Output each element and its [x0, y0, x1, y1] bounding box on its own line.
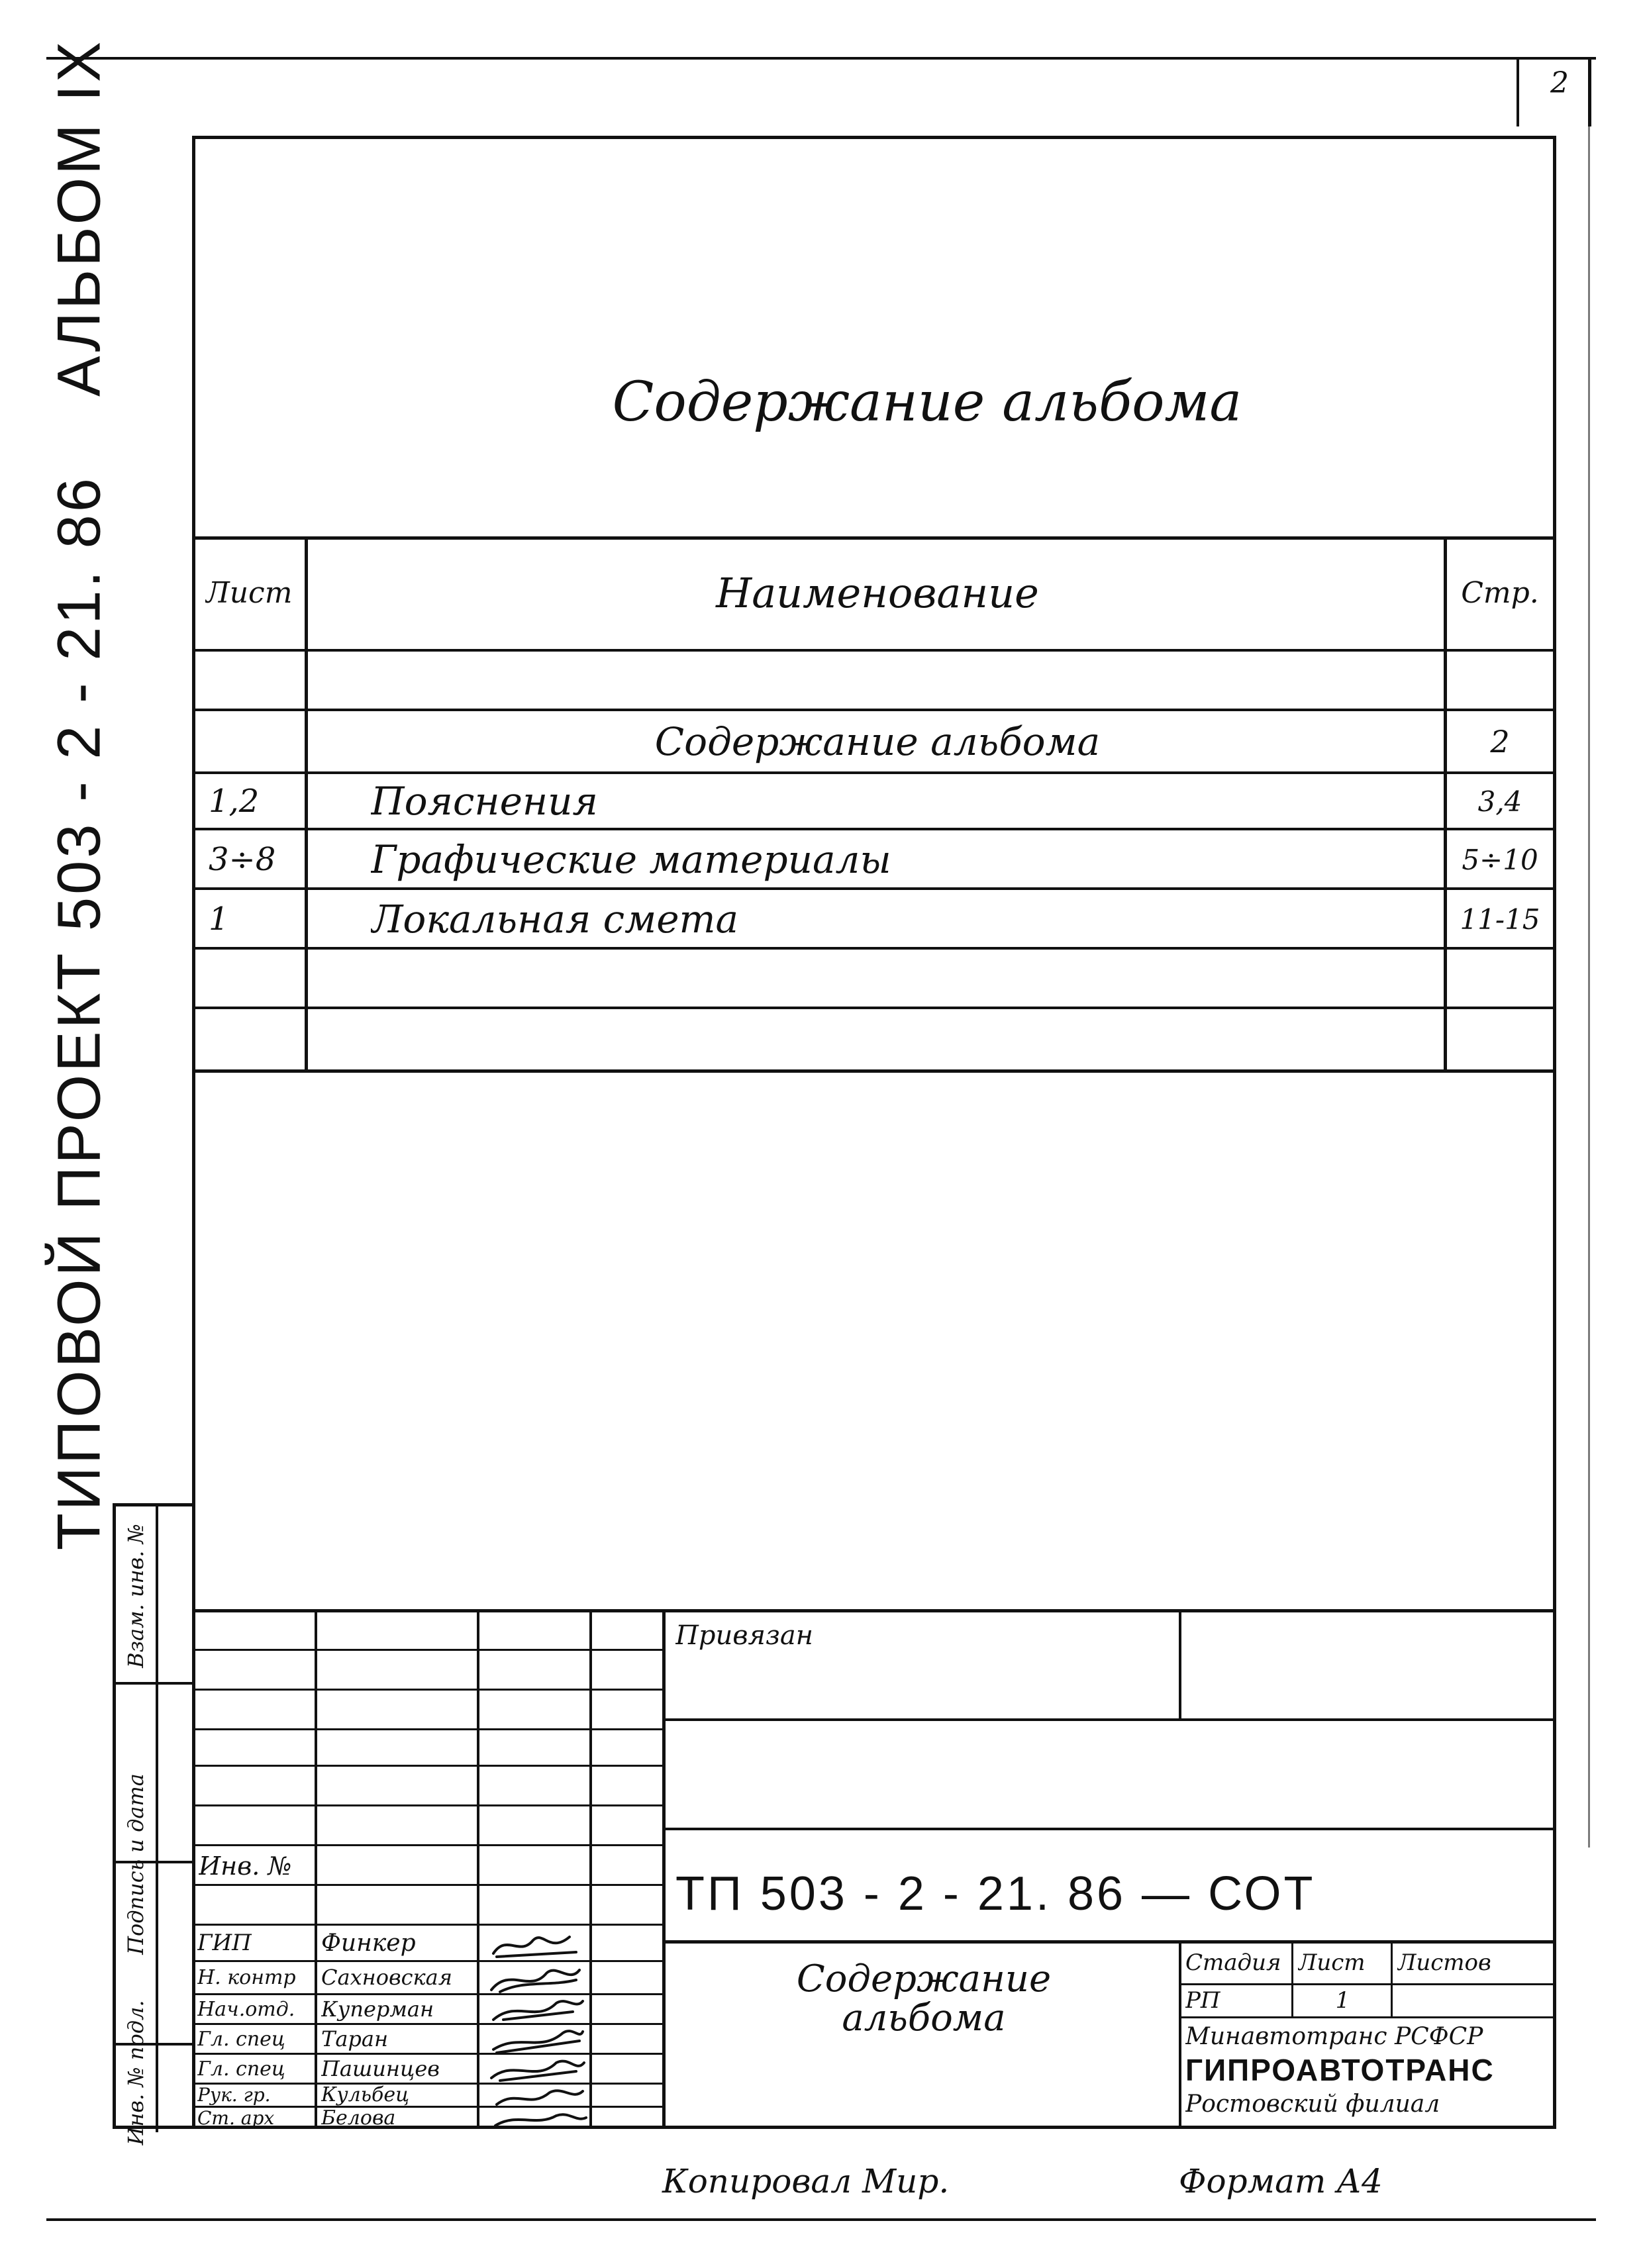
- contents-table: [192, 536, 1556, 1073]
- side-title-album: АЛЬБОМ IX: [45, 38, 113, 397]
- table-cell-page: 3,4: [1477, 785, 1522, 818]
- sheet-description-line: альбома: [842, 1996, 1006, 2040]
- inv-number-label: Инв. №: [199, 1851, 292, 1881]
- organization-name: ГИПРОАВТОТРАНС: [1185, 2053, 1495, 2087]
- sheets-header: Листов: [1397, 1949, 1491, 1976]
- header-sheet: Лист: [205, 575, 293, 610]
- name-cell: Кульбец: [321, 2083, 410, 2106]
- document-code: ТП 503 - 2 - 21. 86 — СОТ: [675, 1867, 1316, 1920]
- signature-mark: [493, 2001, 583, 2020]
- role-cell: ГИП: [197, 1930, 252, 1956]
- table-cell-page: 5÷10: [1462, 843, 1538, 876]
- signature-date-label: Подпись и дата: [123, 1773, 148, 1955]
- page-number-box-edge: [1588, 57, 1591, 126]
- inv-orig-label: Инв. № подл.: [123, 2000, 148, 2145]
- role-cell: Гл. спец: [197, 2057, 285, 2081]
- table-cell-page: 11-15: [1460, 903, 1540, 936]
- signature-mark: [491, 1970, 579, 1992]
- table-cell-sheet: 1: [209, 901, 229, 938]
- table-cell-name: Содержание альбома: [654, 719, 1101, 764]
- role-cell: Н. контр: [197, 1965, 296, 1989]
- sheet-value: 1: [1335, 1987, 1350, 2014]
- role-cell: Ст. арх: [197, 2107, 275, 2129]
- role-cell: Рук. гр.: [197, 2083, 271, 2106]
- replace-inv-label: Взам. инв. №: [123, 1524, 148, 1668]
- sheet-description: [675, 1957, 1172, 2040]
- table-cell-sheet: 1,2: [209, 783, 260, 820]
- stage-value: РП: [1185, 1987, 1220, 2014]
- name-cell: Финкер: [321, 1929, 416, 1957]
- left-stamp: [113, 1503, 192, 2145]
- bottom-edge-line: [46, 2218, 1596, 2221]
- attached-label: Привязан: [675, 1620, 814, 1651]
- table-cell-sheet: 3÷8: [209, 841, 276, 878]
- table-cell-page: 2: [1490, 724, 1510, 760]
- page-number: 2: [1550, 66, 1569, 100]
- name-cell: Куперман: [321, 1997, 434, 2022]
- top-edge-line: [46, 57, 1596, 60]
- name-cell: Таран: [321, 2026, 389, 2051]
- stage-header: Стадия: [1185, 1949, 1281, 1976]
- header-page: Стр.: [1461, 575, 1539, 610]
- table-cell-name: Пояснения: [371, 779, 598, 824]
- organization-branch: Ростовский филиал: [1185, 2090, 1440, 2118]
- copied-by: Копировал Мир.: [662, 2162, 950, 2200]
- sheet-header: Лист: [1298, 1949, 1366, 1976]
- side-title-project: ТИПОВОЙ ПРОЕКТ 503 - 2 - 21. 86: [45, 475, 113, 1551]
- title-block: [192, 1609, 1556, 2129]
- signature-mark: [497, 2091, 583, 2104]
- organization-ministry: Минавтотранс РСФСР: [1185, 2022, 1483, 2050]
- signatures: [483, 1927, 589, 2129]
- table-cell-name: Графические материалы: [371, 837, 891, 882]
- signature-mark: [493, 1937, 576, 1957]
- page-number-box-left: [1517, 57, 1519, 126]
- format-label: Формат А4: [1179, 2162, 1383, 2200]
- name-cell: Белова: [321, 2107, 396, 2129]
- role-cell: Нач.отд.: [197, 1997, 295, 2021]
- signature-mark: [495, 2114, 586, 2126]
- name-cell: Пашинцев: [321, 2056, 440, 2081]
- table-cell-name: Локальная смета: [371, 897, 739, 942]
- right-edge-line: [1588, 126, 1590, 1848]
- header-name: Наименование: [716, 568, 1039, 617]
- role-cell: Гл. спец: [197, 2027, 285, 2051]
- signature-mark: [491, 2061, 584, 2081]
- sheet-description-line: Содержание: [796, 1957, 1052, 2000]
- signature-mark: [493, 2031, 583, 2053]
- name-cell: Сахновская: [321, 1965, 452, 1990]
- contents-heading: Содержание альбома: [612, 371, 1242, 434]
